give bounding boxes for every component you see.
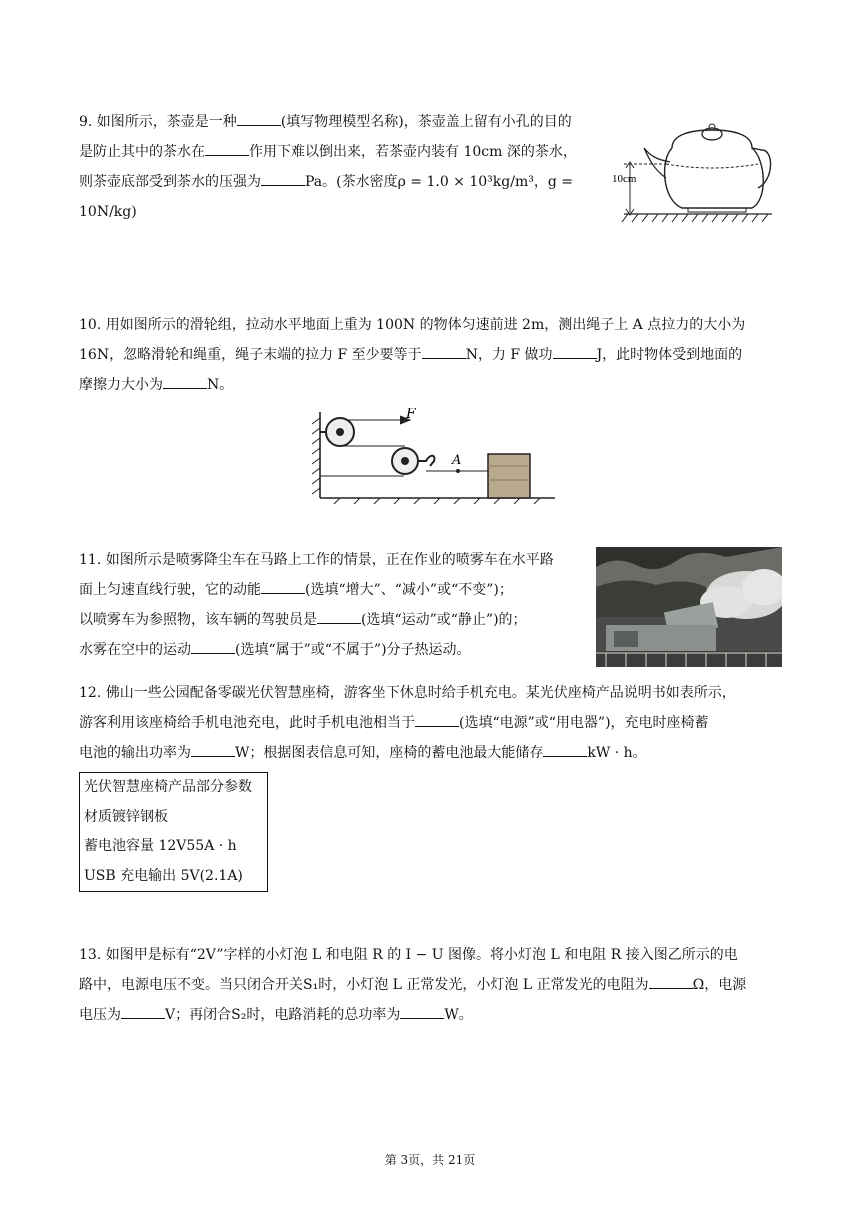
question-11 — [79, 545, 599, 665]
teapot-figure — [612, 110, 780, 232]
question-13 — [79, 940, 784, 1030]
q9-line-1: 9. 如图所示，茶壶是一种 (填写物理模型名称)，茶壶盖上留有小孔的目的 — [79, 114, 572, 130]
question-9 — [79, 107, 609, 227]
spray-truck-photo — [596, 547, 782, 667]
page-footer: 第 3页，共 21页 — [384, 1153, 476, 1167]
q10-line-3: 摩擦力大小为 N。 — [79, 377, 234, 393]
q11-line-3: 以喷雾车为参照物，该车辆的驾驶员是 (选填“运动”或“静止”)的； — [79, 612, 527, 628]
teapot-height-label: 10cm — [612, 173, 637, 185]
table-row: 蓄电池容量 12V55A · h — [84, 838, 237, 854]
q12-line-3: 电池的输出功率为 W；根据图表信息可知，座椅的蓄电池最大能储存 kW · h。 — [79, 745, 647, 761]
q9-line-3: 则茶壶底部受到茶水的压强为 Pa。(茶水密度ρ = 1.0 × 10³kg/m³，g = — [79, 174, 573, 190]
question-10 — [79, 310, 779, 400]
q10-line-1: 10. 用如图所示的滑轮组，拉动水平地面上重为 100N 的物体匀速前进 2m，测出绳子上 A 点拉力的大小为 — [79, 317, 746, 333]
q11-line-4: 水雾在空中的运动 (选填“属于”或“不属于”)分子热运动。 — [79, 642, 471, 658]
q9-line-4: 10N/kg) — [79, 204, 137, 220]
force-label-f: F — [406, 408, 416, 422]
product-params-table — [79, 772, 268, 892]
table-row: 材质镀锌钢板 — [84, 808, 168, 825]
table-row: 光伏智慧座椅产品部分参数 — [84, 779, 252, 795]
q13-line-1: 13. 如图甲是标有“2V”字样的小灯泡 L 和电阻 R 的 I − U 图像。将小灯泡 L 和电阻 R 接入图乙所示的电 — [79, 947, 738, 963]
pulley-figure — [300, 408, 562, 504]
q13-line-3: 电压为 V；再闭合S₂时，电路消耗的总功率为 W。 — [79, 1007, 473, 1023]
q12-line-1: 12. 佛山一些公园配备零碳光伏智慧座椅，游客坐下休息时给手机充电。某光伏座椅产品说明书如表所示， — [79, 685, 736, 701]
q9-line-2: 是防止其中的茶水在 作用下难以倒出来，若茶壶内装有 10cm 深的茶水， — [79, 144, 577, 160]
q13-line-2: 路中，电源电压不变。当只闭合开关S₁时，小灯泡 L 正常发光，小灯泡 L 正常发光的电阻为 Ω，电源 — [79, 977, 747, 993]
point-label-a: A — [452, 453, 462, 468]
table-row: USB 充电输出 5V(2.1A) — [84, 867, 243, 884]
q12-line-2: 游客利用该座椅给手机电池充电，此时手机电池相当于 (选填“电源”或“用电器”)，充电时座椅蓄 — [79, 715, 709, 731]
question-12 — [79, 678, 784, 768]
q11-line-1: 11. 如图所示是喷雾降尘车在马路上工作的情景，正在作业的喷雾车在水平路 — [79, 552, 554, 568]
q11-line-2: 面上匀速直线行驶，它的动能 (选填“增大”、“减小”或“不变”)； — [79, 582, 513, 598]
q10-line-2: 16N，忽略滑轮和绳重，绳子末端的拉力 F 至少要等于 N，力 F 做功 J，此时物体受到地面的 — [79, 347, 743, 363]
